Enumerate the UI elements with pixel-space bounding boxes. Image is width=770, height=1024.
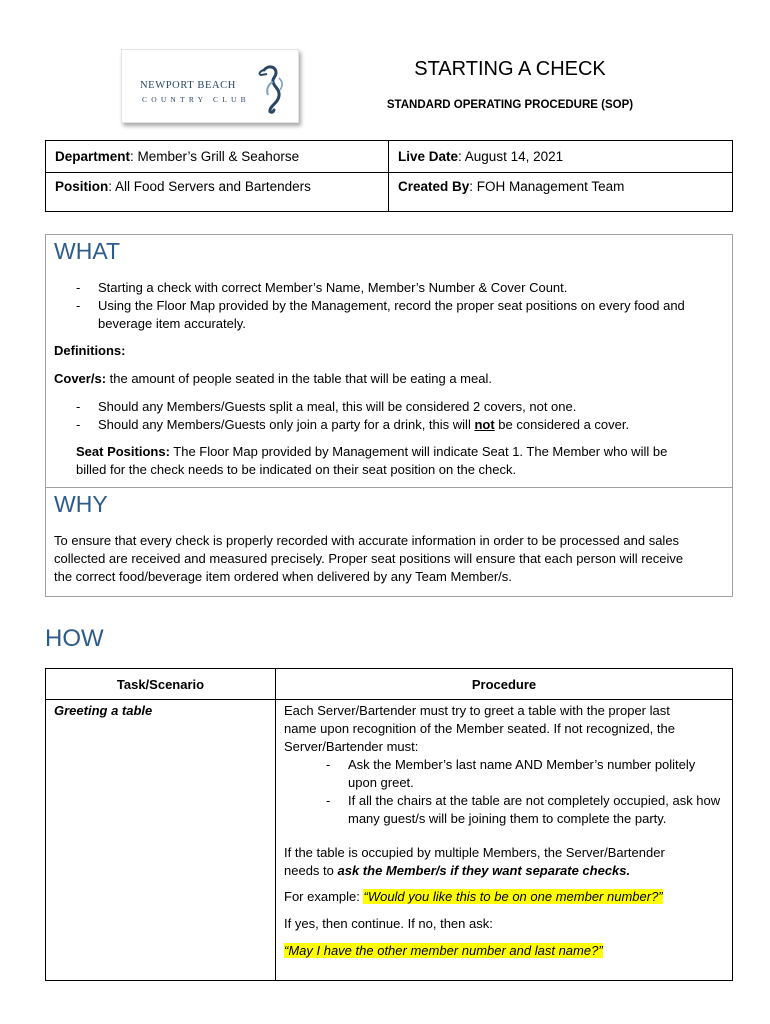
procedure-bullets: [284, 756, 724, 828]
how-table: [45, 668, 733, 981]
logo-line-1: NEWPORT BEACH: [140, 80, 236, 91]
department-value: : Member’s Grill & Seahorse: [130, 149, 300, 164]
procedure-if-yes: If yes, then continue. If no, then ask:: [284, 916, 493, 931]
info-table: [45, 140, 733, 212]
live-date-label: Live Date: [398, 149, 459, 164]
position-label: Position: [55, 179, 109, 194]
procedure-intro: Each Server/Bartender must try to greet a table with the proper last name upon recognition of the Member seated. If not recognized, the Server/Bartender must:: [284, 703, 675, 754]
how-heading: HOW: [45, 625, 104, 652]
what-bullet-2: - Using the Floor Map provided by the Management, record the proper seat positions on every food and: [76, 298, 685, 313]
document-subtitle: STANDARD OPERATING PROCEDURE (SOP): [386, 99, 634, 111]
task-cell: [46, 700, 276, 981]
procedure-bullet-1-cont: upon greet.: [348, 775, 414, 790]
procedure-bullet-2: - If all the chairs at the table are not completely occupied, ask how: [326, 793, 721, 808]
second-quote-highlight: “May I have the other member number and last name?”: [284, 943, 603, 958]
procedure-bullet-2-cont: many guest/s will be joining them to complete the party.: [348, 811, 667, 826]
logo-line-2: COUNTRY CLUB: [142, 95, 250, 104]
what-heading: WHAT: [54, 238, 121, 264]
live-date-cell: [389, 141, 733, 173]
definitions-label: Definitions:: [54, 343, 126, 358]
task-greeting: Greeting a table: [54, 703, 153, 718]
created-by-cell: [389, 173, 733, 212]
position-value: : All Food Servers and Bartenders: [108, 179, 311, 194]
club-logo: [121, 49, 299, 123]
what-section: [45, 234, 733, 488]
what-bullet-1: - Starting a check with correct Member’s Name, Member’s Number & Cover Count.: [76, 280, 568, 295]
what-bullet-2-cont: beverage item accurately.: [98, 316, 246, 331]
seat-positions: Seat Positions: The Floor Map provided by Management will indicate Seat 1. The Member who will be billed for the check needs to be indicated on their seat position on the check.: [76, 444, 668, 477]
example-quote-highlight: “Would you like this to be on one member number?”: [363, 889, 663, 904]
seahorse-icon: [252, 64, 286, 114]
why-heading: WHY: [54, 491, 108, 517]
position-cell: [46, 173, 389, 212]
cover-bullet-1: - Should any Members/Guests split a meal, this will be considered 2 covers, not one.: [76, 399, 577, 414]
procedure-bullet-1: - Ask the Member’s last name AND Member’s number politely: [326, 757, 696, 772]
department-label: Department: [55, 149, 131, 164]
live-date-value: : August 14, 2021: [458, 149, 564, 164]
procedure-example: For example: “Would you like this to be on one member number?”: [284, 889, 663, 904]
cover-bullets: [54, 398, 724, 434]
cover-bullet-2: - Should any Members/Guests only join a party for a drink, this will not be considered a cover.: [76, 417, 630, 432]
task-column-header: Task/Scenario: [46, 669, 276, 700]
department-cell: [46, 141, 389, 173]
document-title: STARTING A CHECK: [414, 58, 606, 80]
procedure-column-header: Procedure: [276, 669, 733, 700]
procedure-second-quote: [284, 942, 724, 960]
what-bullets: [54, 279, 724, 333]
cover-definition: Cover/s: the amount of people seated in the table that will be eating a meal.: [54, 371, 492, 386]
why-text: To ensure that every check is properly recorded with accurate information in order to be processed and sales collected are received and measured precisely. Proper seat positions will ensure that each person will receive the correct food/beverage item ordered when delivered by any Team Member/s.: [54, 533, 684, 584]
created-by-value: : FOH Management Team: [469, 179, 625, 194]
why-section: [45, 487, 733, 597]
procedure-cell: [276, 700, 733, 981]
created-by-label: Created By: [398, 179, 470, 194]
procedure-multiple-members: If the table is occupied by multiple Members, the Server/Bartender needs to ask the Member/s if they want separate checks.: [284, 845, 665, 878]
